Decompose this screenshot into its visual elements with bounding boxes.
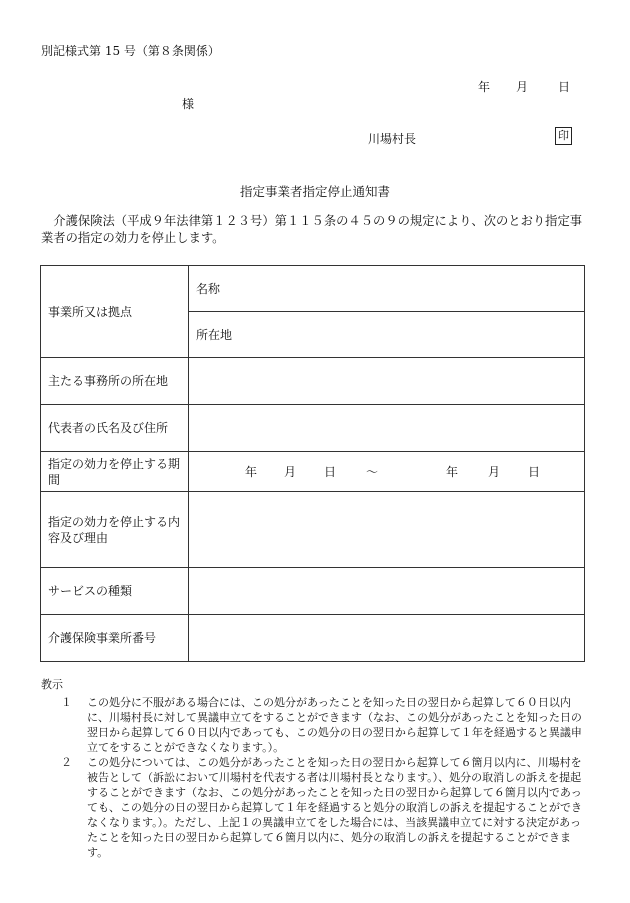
main-office-label: 主たる事務所の所在地 <box>41 358 189 405</box>
period-end-year: 年 <box>446 464 459 479</box>
representative-value <box>189 405 585 452</box>
instruction-item <box>41 755 591 860</box>
period-label: 指定の効力を停止する期間 <box>41 452 189 492</box>
office-name-label: 名称 <box>196 281 221 296</box>
period-start-day: 日 <box>324 464 337 479</box>
intro-paragraph: 介護保険法（平成９年法律第１２３号）第１１５条の４５の９の規定により、次のとおり指定事業者の指定の効力を停止します。 <box>41 214 583 245</box>
instructions-heading: 教示 <box>41 678 63 691</box>
office-address-label: 所在地 <box>196 327 233 342</box>
instruction-number: １ <box>61 696 72 709</box>
content-label: 指定の効力を停止する内容及び理由 <box>41 492 189 568</box>
period-end-day: 日 <box>528 464 541 479</box>
office-address-field <box>189 312 585 358</box>
issuer-name: 川場村長 <box>368 132 417 146</box>
instruction-number: ２ <box>61 756 72 769</box>
document-title: 指定事業者指定停止通知書 <box>239 184 390 199</box>
period-value <box>189 452 585 492</box>
seal-mark: 印 <box>555 127 572 145</box>
content-value <box>189 492 585 568</box>
instruction-item <box>41 695 591 755</box>
office-label: 事業所又は拠点 <box>41 266 189 358</box>
number-label: 介護保険事業所番号 <box>41 615 189 662</box>
representative-label: 代表者の氏名及び住所 <box>41 405 189 452</box>
main-office-value <box>189 358 585 405</box>
instruction-text: この処分に不服がある場合には、この処分があったことを知った日の翌日から起算して６０日以内に、川場村長に対して異議申立てをすることができます（なお、この処分があったことを知った日の翌日から起算して６０日以内であっても、この処分の日の翌日から起算して１年を経過すると異議申立てをすることができなくなります。）。 <box>87 696 582 754</box>
notice-table <box>40 265 585 662</box>
date-month-label: 月 <box>516 80 529 94</box>
instruction-text: この処分については、この処分があったことを知った日の翌日から起算して６箇月以内に、川場村を被告として（訴訟において川場村を代表する者は川場村長となります。）、処分の取消しの訴えを提起することができます（なお、この処分があったことを知った日の翌日から起算して６箇月以内であっても、この処分の日の翌日から起算して１年を経過すると処分の取消しの訴えを提起することができなくなります。）。ただし、上記１の異議申立てをした場合には、当該異議申立てに対する決定があったことを知った日の翌日から起算して６箇月以内に、処分の取消しの訴えを提起することができます。 <box>87 756 582 859</box>
period-tilde: ～ <box>366 464 379 479</box>
issue-date <box>478 78 570 95</box>
addressee-suffix: 様 <box>182 97 195 111</box>
period-end-month: 月 <box>488 464 501 479</box>
service-value <box>189 568 585 615</box>
date-year-label: 年 <box>478 80 491 94</box>
number-value <box>189 615 585 662</box>
office-name-field <box>189 266 585 312</box>
instructions-section <box>41 677 591 860</box>
date-day-label: 日 <box>558 80 571 94</box>
form-number: 別記様式第 15 号（第８条関係） <box>41 44 220 58</box>
period-start-month: 月 <box>284 464 297 479</box>
service-label: サービスの種類 <box>41 568 189 615</box>
period-start-year: 年 <box>245 464 258 479</box>
